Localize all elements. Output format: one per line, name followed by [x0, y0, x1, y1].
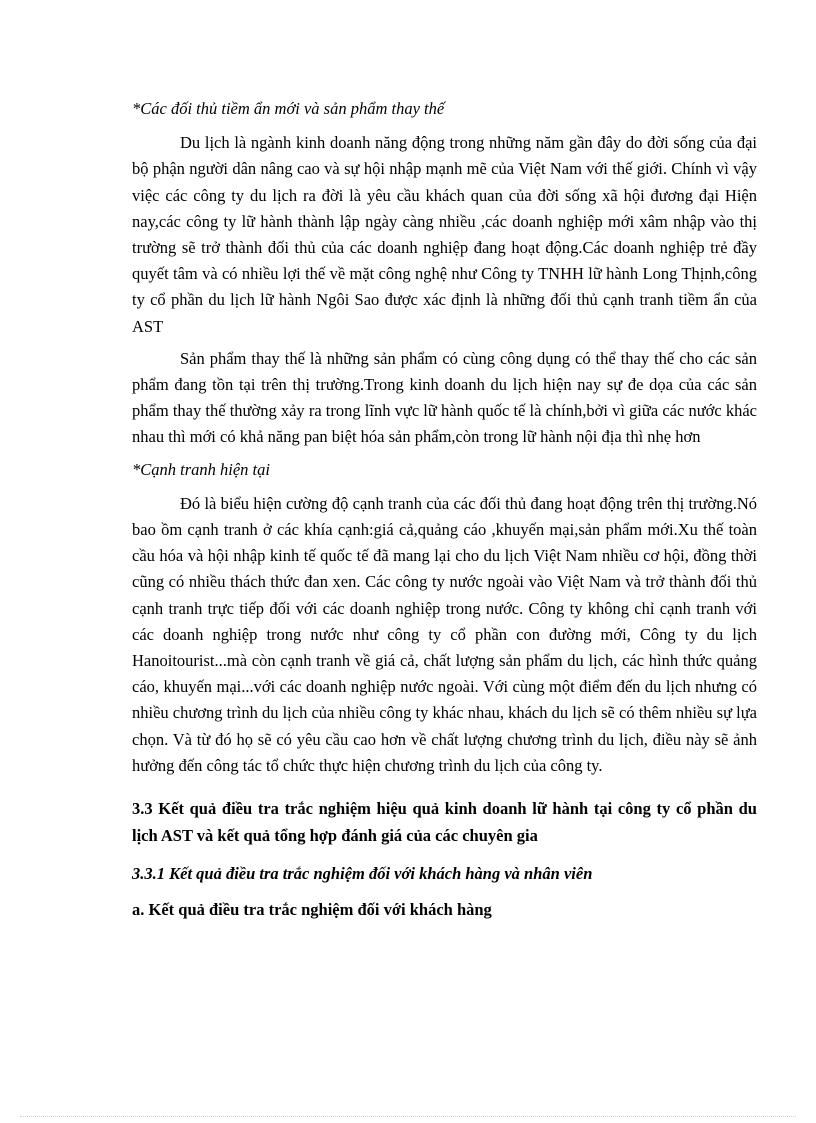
heading-current-competition: *Cạnh tranh hiện tại — [132, 459, 270, 479]
page-bottom-divider — [20, 1116, 796, 1117]
heading-competitors-substitutes: *Các đối thủ tiềm ẩn mới và sản phẩm thay thế — [132, 99, 445, 118]
paragraph-current-competition: Đó là biểu hiện cường độ cạnh tranh của các đối thủ đang hoạt động trên thị trường.Nó bao ồm cạnh tranh ở các khía cạnh:giá cả,quảng cáo ,khuyến mại,sản phẩm mới.Xu thế toàn cầu hóa và hội nhập kinh tế quốc tế đã mang lại cho du lịch Việt Nam nhiều cơ hội, đồng thời cũng có nhiều thách thức đan xen. Các công ty nước ngoài vào Việt Nam và trở thành đối thủ cạnh tranh trực tiếp đối với các doanh nghiệp trong nước. Công ty không chỉ cạnh tranh với các doanh nghiệp trong nước như công ty cổ phần con đường mới, Công ty du lịch Hanoitourist...mà còn cạnh tranh về giá cả, chất lượng sản phẩm du lịch, các hình thức quảng cáo, khuyến mại...với các doanh nghiệp nước ngoài. Với cùng một điểm đến du lịch nhưng có nhiều chương trình du lịch của nhiều công ty khác nhau, khách du lịch sẽ có thêm nhiều sự lựa chọn. Và từ đó họ sẽ có yêu cầu cao hơn về chất lượng chương trình du lịch, điều này sẽ ảnh hưởng đến công tác tổ chức thực hiện chương trình du lịch của công ty. — [132, 493, 757, 775]
section-heading-3-3-1: 3.3.1 Kết quả điều tra trắc nghiệm đối với khách hàng và nhân viên — [132, 864, 593, 884]
paragraph-tourism-industry: Du lịch là ngành kinh doanh năng động trong những năm gần đây do đời sống của đại bộ phận người dân nâng cao và sự hội nhập mạnh mẽ của Việt Nam với thế giới. Chính vì vậy việc các công ty du lịch ra đời là yêu cầu khách quan của đời sống xã hội đương đại Hiện nay,các công ty lữ hành thành lập ngày càng nhiều ,các doanh nghiệp mới xâm nhập vào thị trường sẽ trở thành đối thủ của các doanh nghiệp đang hoạt động.Các doanh nghiệp trẻ đầy quyết tâm và có nhiều lợi thế về mặt công nghệ như Công ty TNHH lữ hành Long Thịnh,công ty cổ phần du lịch lữ hành Ngôi Sao được xác định là những đối thủ cạnh tranh tiềm ẩn của AST — [132, 133, 757, 336]
paragraph-substitute-products: Sản phẩm thay thế là những sản phẩm có cùng công dụng có thể thay thế cho các sản phẩm đang tồn tại trên thị trường.Trong kinh doanh du lịch hiện nay sự đe dọa của các sản phẩm thay thế thường xảy ra trong lĩnh vực lữ hành quốc tế là chính,bởi vì giữa các nước khác nhau thì mới có khả năng pan biệt hóa sản phẩm,còn trong lữ hành nội địa thì nhẹ hơn — [132, 348, 757, 447]
document-body — [132, 96, 757, 923]
section-heading-a: a. Kết quả điều tra trắc nghiệm đối với khách hàng — [132, 900, 492, 920]
section-heading-3-3: 3.3 Kết quả điều tra trắc nghiệm hiệu quả kinh doanh lữ hành tại công ty cổ phần du lịch AST và kết quả tổng hợp đánh giá của các chuyên gia — [132, 799, 757, 846]
